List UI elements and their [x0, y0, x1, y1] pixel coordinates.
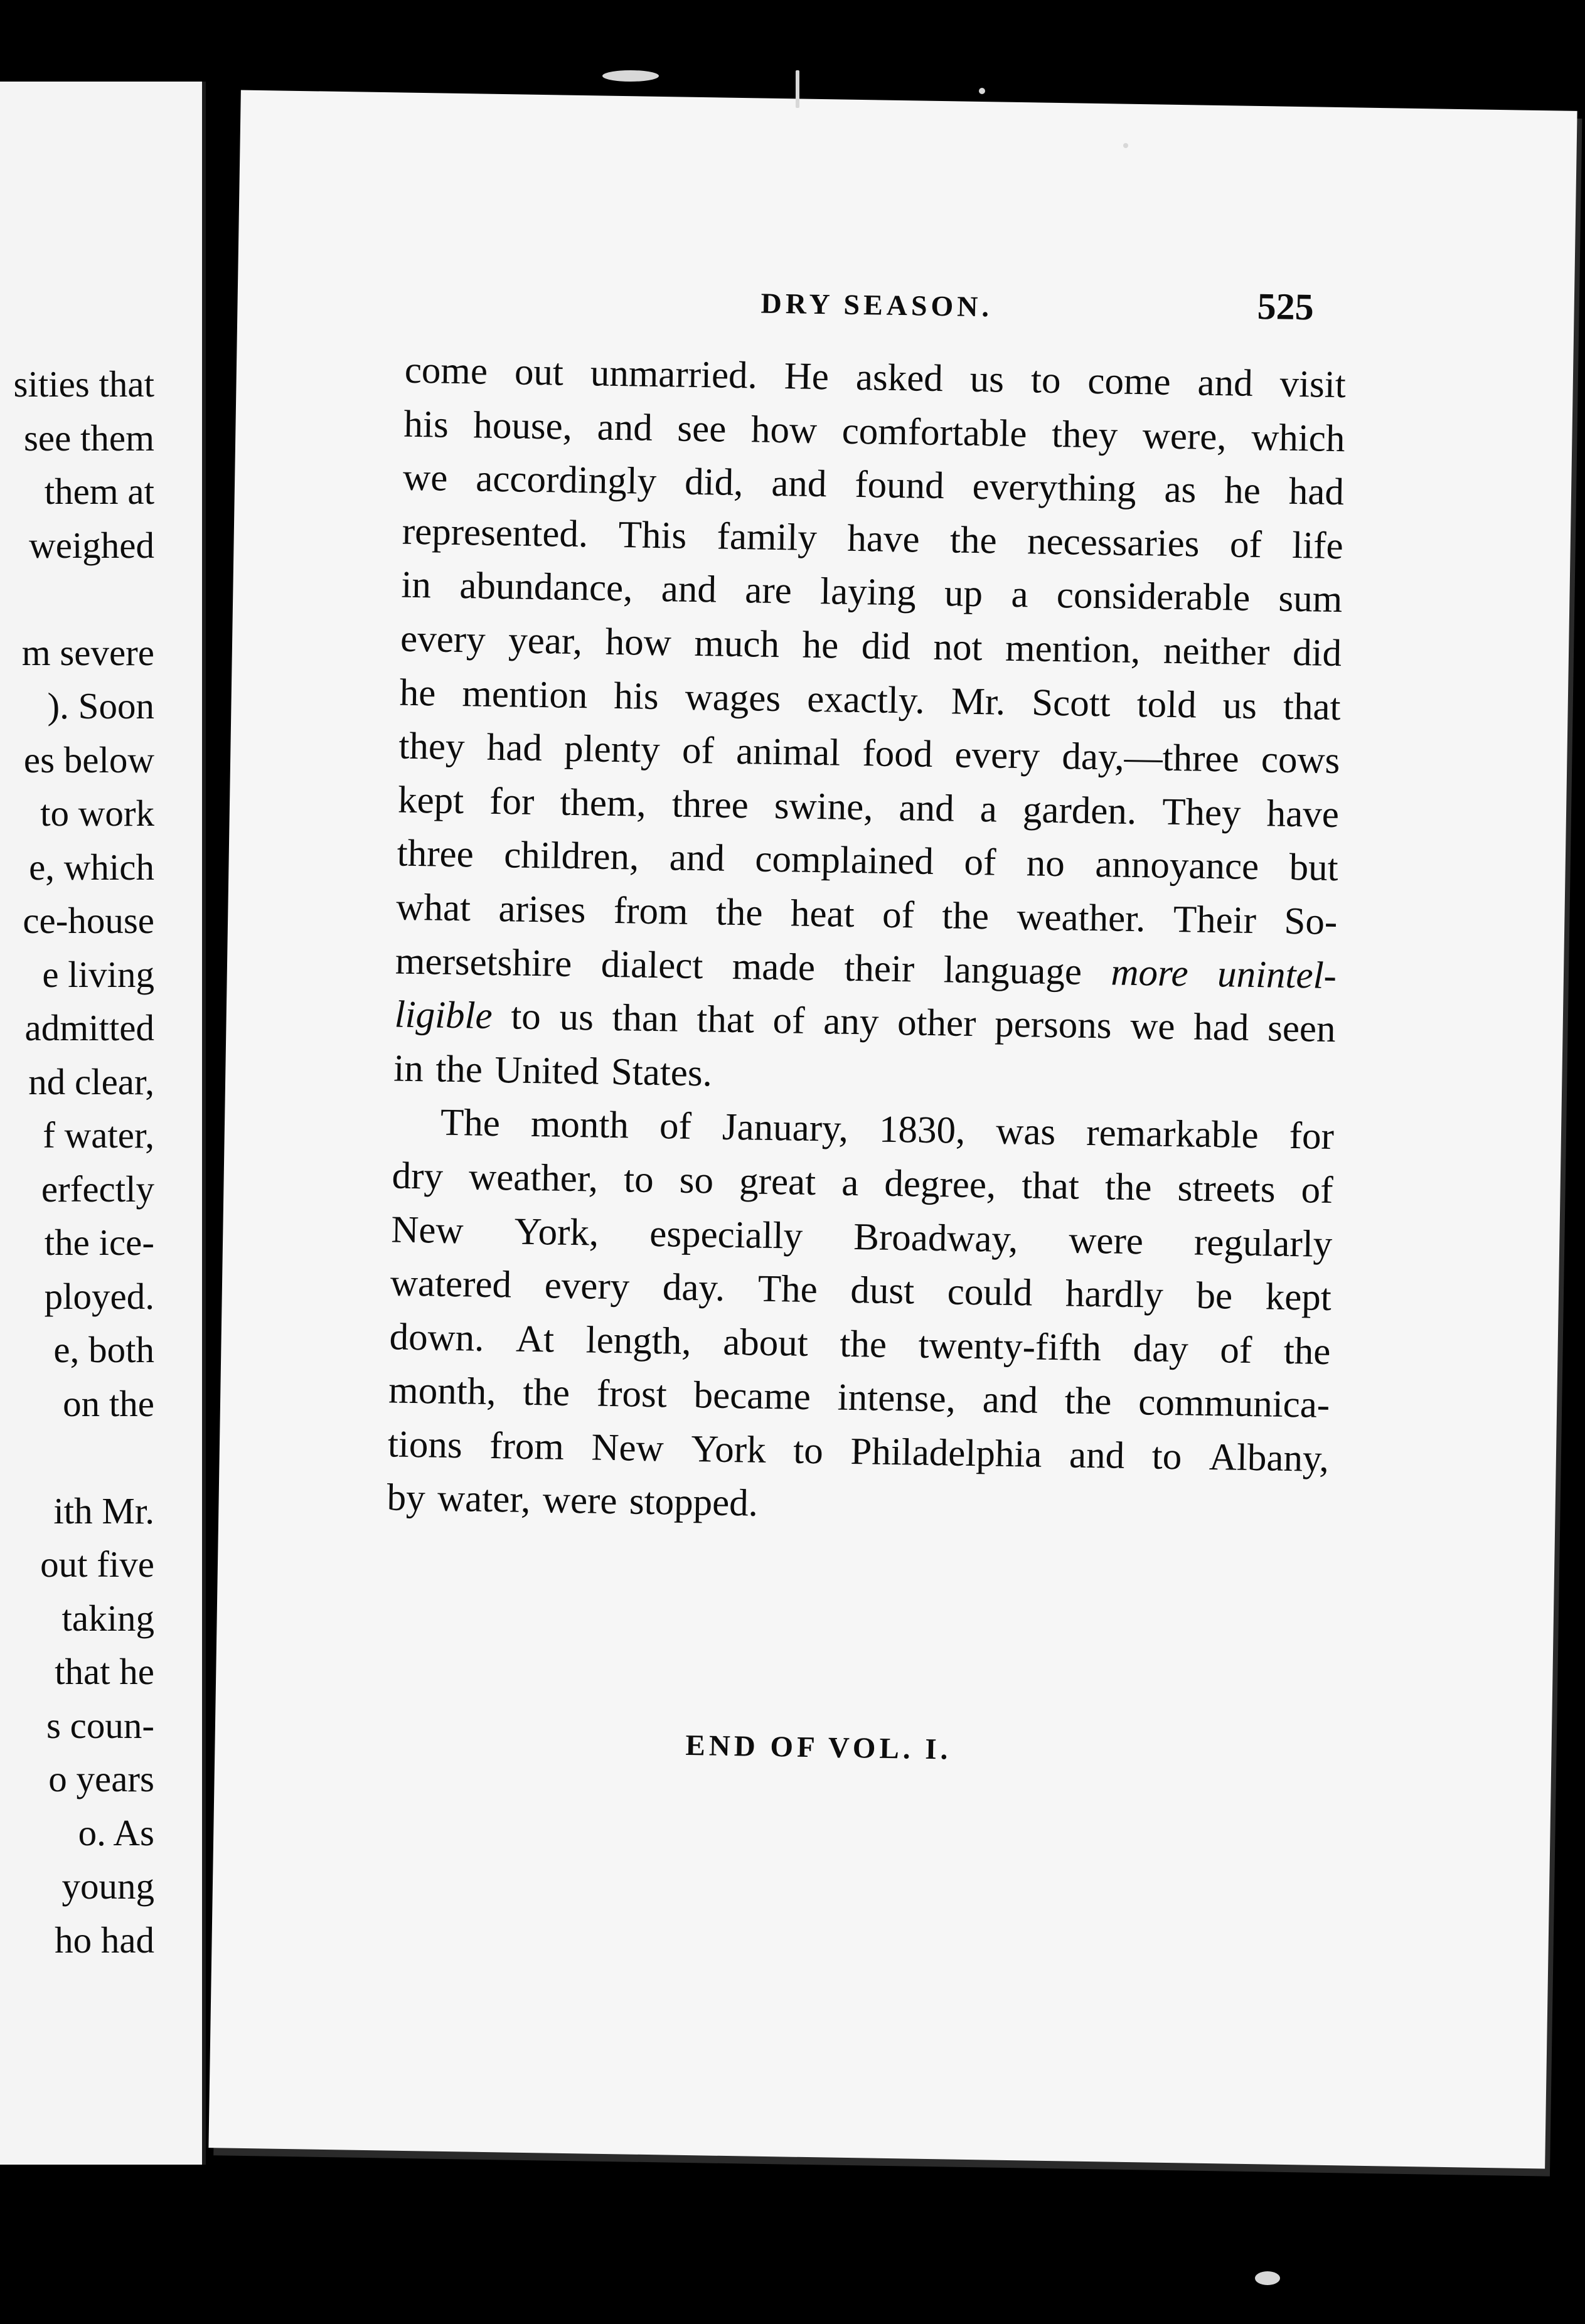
- word: day: [1133, 1327, 1189, 1371]
- word: At: [515, 1318, 555, 1361]
- word: for: [1289, 1115, 1335, 1158]
- facing-line: see them: [23, 417, 154, 459]
- word: much: [693, 622, 780, 666]
- word: come: [1087, 360, 1171, 403]
- word: the: [435, 1048, 483, 1091]
- word: a: [1010, 573, 1029, 616]
- word: dust: [850, 1269, 915, 1313]
- word: had: [1288, 470, 1345, 514]
- facing-line: them at: [44, 471, 154, 512]
- word: Scott: [1031, 681, 1111, 725]
- word: The: [757, 1267, 818, 1311]
- word: have: [1266, 792, 1340, 836]
- word: neither: [1163, 629, 1270, 674]
- word: in: [401, 563, 432, 607]
- word: three: [397, 832, 474, 876]
- word: for: [489, 780, 535, 823]
- word: arises: [498, 888, 586, 932]
- word: were,: [1142, 414, 1227, 458]
- word: necessaries: [1027, 520, 1200, 565]
- facing-line: on the: [63, 1382, 154, 1424]
- word: had: [486, 726, 543, 770]
- word: the: [839, 1323, 887, 1366]
- word: kept: [1265, 1276, 1332, 1319]
- scan-speck: [602, 70, 659, 82]
- word: food: [862, 732, 933, 776]
- page-number: 525: [1257, 285, 1315, 328]
- word: Albany,: [1209, 1436, 1330, 1480]
- word: he: [802, 624, 839, 667]
- word: and: [597, 406, 653, 449]
- word: wages: [685, 676, 781, 720]
- word: had: [1193, 1006, 1249, 1050]
- word: became: [693, 1374, 811, 1419]
- word: family: [717, 515, 818, 559]
- word: and: [1197, 361, 1254, 405]
- word: length,: [585, 1319, 692, 1363]
- word: intense,: [837, 1376, 956, 1421]
- word: life: [1291, 524, 1344, 567]
- word: unintel-: [1217, 952, 1337, 997]
- word: their: [844, 947, 915, 991]
- word: the: [522, 1372, 570, 1415]
- word: he: [399, 671, 436, 715]
- word: to: [510, 995, 542, 1038]
- facing-line: ho had: [55, 1919, 154, 1961]
- word: was: [995, 1110, 1056, 1154]
- word: how: [605, 621, 672, 664]
- word: January,: [722, 1106, 849, 1151]
- facing-line: young: [61, 1865, 154, 1907]
- page-body-text: [387, 344, 1346, 1540]
- word: every: [544, 1264, 630, 1308]
- word: cows: [1261, 738, 1340, 782]
- word: plenty: [563, 727, 661, 772]
- word: have: [846, 517, 921, 561]
- facing-line: ). Soon: [47, 685, 154, 727]
- word: more: [1111, 951, 1189, 994]
- word: language: [943, 948, 1082, 993]
- end-of-volume-mark: END OF VOL. I.: [685, 1729, 952, 1766]
- word: York,: [514, 1210, 599, 1254]
- word: tions: [387, 1423, 463, 1467]
- word: kept: [397, 779, 464, 822]
- word: no: [1026, 842, 1065, 885]
- facing-line-blank: [13, 1431, 154, 1484]
- word: unmarried.: [590, 352, 758, 397]
- word: a: [841, 1161, 859, 1205]
- running-head: DRY SEASON.: [760, 287, 993, 323]
- word: mention: [461, 672, 588, 717]
- word: and: [1069, 1434, 1125, 1477]
- facing-page-text: [13, 358, 154, 1967]
- word: told: [1136, 683, 1197, 727]
- word: regularly: [1193, 1221, 1333, 1266]
- word: United: [494, 1048, 599, 1093]
- facing-line: taking: [61, 1597, 154, 1639]
- word: any: [823, 1000, 879, 1043]
- word: did: [1292, 631, 1342, 675]
- facing-line: m severe: [21, 631, 154, 673]
- word: made: [732, 945, 816, 989]
- word: States.: [611, 1050, 713, 1095]
- facing-line: ith Mr.: [53, 1490, 154, 1532]
- word: come: [404, 349, 488, 393]
- facing-line: o years: [48, 1758, 154, 1799]
- word: month: [530, 1103, 629, 1147]
- word: the: [1104, 1166, 1153, 1209]
- scan-speck: [796, 70, 799, 108]
- word: of: [963, 841, 996, 884]
- word: streets: [1177, 1167, 1276, 1211]
- word: to: [1151, 1435, 1182, 1478]
- word: laying: [819, 570, 917, 614]
- word: of: [1219, 1328, 1252, 1372]
- word: weather.: [1016, 896, 1146, 941]
- word: considerable: [1056, 574, 1251, 620]
- word: and: [669, 836, 725, 880]
- word: from: [489, 1424, 565, 1468]
- word: we: [402, 456, 448, 499]
- word: that: [696, 998, 755, 1042]
- word: be: [1195, 1274, 1233, 1318]
- word: children,: [503, 834, 639, 878]
- facing-line: that he: [55, 1651, 154, 1692]
- word: exactly.: [806, 678, 926, 722]
- word: that: [1283, 685, 1342, 728]
- scan-speck: [1255, 2271, 1280, 2285]
- word: and: [899, 786, 955, 830]
- word: to: [623, 1158, 654, 1201]
- word: he: [1224, 469, 1261, 513]
- word: animal: [735, 730, 841, 774]
- word: which: [1251, 416, 1345, 460]
- word: see: [676, 407, 727, 450]
- facing-line: weighed: [29, 524, 154, 566]
- word: did,: [684, 461, 744, 504]
- word: out: [514, 351, 564, 394]
- word: were: [1068, 1218, 1144, 1262]
- word: abundance,: [459, 565, 633, 610]
- facing-line: erfectly: [41, 1168, 154, 1210]
- word: New: [591, 1426, 664, 1470]
- word: year,: [508, 619, 583, 663]
- facing-line-blank: [13, 572, 154, 626]
- word: mersetshire: [395, 940, 572, 985]
- word: twenty-fifth: [918, 1324, 1102, 1369]
- word: down.: [389, 1316, 485, 1360]
- word: visit: [1279, 363, 1347, 407]
- word: as: [1163, 468, 1197, 511]
- word: This: [618, 513, 687, 557]
- word: He: [784, 355, 830, 398]
- word: from: [613, 889, 689, 933]
- word: they: [1051, 413, 1118, 457]
- word: of: [882, 893, 915, 937]
- word: and: [661, 568, 717, 611]
- word: what: [395, 886, 471, 930]
- word: Mr.: [951, 680, 1006, 723]
- word: represented.: [402, 510, 589, 556]
- word: and: [982, 1378, 1038, 1422]
- word: day,—three: [1061, 735, 1240, 781]
- word: every: [954, 733, 1040, 777]
- word: of: [772, 999, 806, 1042]
- word: of: [1301, 1169, 1334, 1212]
- word: than: [612, 997, 679, 1040]
- word: especially: [649, 1212, 803, 1257]
- word: stopped.: [629, 1480, 759, 1525]
- word: his: [403, 403, 449, 446]
- word: by: [387, 1476, 426, 1520]
- word: sum: [1278, 577, 1343, 621]
- word: in: [393, 1047, 424, 1090]
- word: great: [739, 1160, 816, 1203]
- word: us: [969, 358, 1005, 401]
- word: ligible: [394, 993, 493, 1038]
- word: that: [1021, 1165, 1080, 1208]
- word: watered: [390, 1262, 512, 1306]
- word: and: [771, 462, 827, 506]
- word: 1830,: [878, 1108, 966, 1153]
- book-page: [208, 90, 1577, 2168]
- word: weather,: [468, 1156, 599, 1200]
- word: could: [947, 1271, 1033, 1314]
- word: did: [861, 625, 911, 668]
- word: annoyance: [1094, 843, 1259, 888]
- scan-speck: [979, 88, 985, 94]
- word: of: [659, 1105, 692, 1148]
- word: us: [1222, 684, 1257, 727]
- word: to: [793, 1429, 824, 1473]
- word: the: [1064, 1380, 1112, 1423]
- word: are: [744, 569, 793, 612]
- word: asked: [855, 356, 944, 400]
- word: frost: [596, 1372, 668, 1416]
- word: complained: [754, 838, 934, 883]
- word: persons: [994, 1003, 1113, 1047]
- word: hardly: [1065, 1272, 1164, 1316]
- word: not: [933, 626, 983, 669]
- word: the: [949, 519, 998, 562]
- word: accordingly: [475, 457, 657, 503]
- word: Philadelphia: [850, 1430, 1042, 1476]
- word: communica-: [1138, 1381, 1330, 1427]
- facing-line: f water,: [43, 1114, 154, 1156]
- word: everything: [972, 466, 1137, 511]
- word: found: [854, 464, 945, 508]
- word: mention,: [1005, 627, 1141, 672]
- word: the: [715, 891, 764, 934]
- word: other: [897, 1001, 976, 1045]
- facing-line: o. As: [78, 1811, 154, 1853]
- facing-line: the ice-: [44, 1222, 154, 1263]
- word: of: [1229, 523, 1262, 566]
- word: dialect: [600, 943, 703, 987]
- word: New: [390, 1208, 464, 1252]
- word: but: [1289, 846, 1339, 890]
- word: degree,: [883, 1162, 996, 1207]
- facing-line: nd clear,: [28, 1060, 154, 1102]
- word: three: [671, 783, 749, 827]
- facing-line: ce-house: [23, 900, 154, 941]
- word: his: [613, 674, 659, 718]
- word: They: [1161, 791, 1242, 834]
- word: the: [1283, 1330, 1331, 1373]
- facing-line: ployed.: [44, 1275, 154, 1317]
- word: we: [1129, 1005, 1176, 1048]
- facing-page: [0, 82, 206, 2165]
- facing-line: sities that: [13, 363, 154, 405]
- word: were: [542, 1479, 617, 1523]
- word: how: [750, 408, 818, 452]
- word: heat: [790, 892, 855, 935]
- word: Broadway,: [853, 1215, 1018, 1261]
- word: So-: [1283, 900, 1338, 944]
- word: swine,: [774, 784, 873, 829]
- word: of: [681, 729, 715, 772]
- facing-line: admitted: [24, 1007, 154, 1048]
- facing-line: e living: [42, 953, 154, 995]
- word: day.: [662, 1266, 725, 1309]
- word: to: [1030, 359, 1062, 402]
- word: they: [398, 725, 466, 769]
- word: remarkable: [1086, 1112, 1259, 1157]
- word: garden.: [1022, 788, 1137, 833]
- word: Their: [1173, 898, 1257, 942]
- word: water,: [437, 1478, 531, 1522]
- word: house,: [472, 403, 573, 448]
- facing-line: es below: [23, 738, 154, 781]
- word: seen: [1267, 1007, 1337, 1051]
- word: a: [979, 787, 998, 831]
- word: so: [679, 1159, 714, 1202]
- word: them,: [560, 781, 647, 825]
- facing-line: s coun-: [46, 1704, 154, 1746]
- word: us: [559, 996, 594, 1039]
- facing-line: e, which: [29, 846, 154, 888]
- facing-line: to work: [40, 792, 154, 834]
- facing-line: out five: [40, 1543, 154, 1585]
- word: every: [400, 617, 486, 661]
- word: The: [440, 1101, 501, 1145]
- word: comfortable: [841, 410, 1027, 455]
- word: York: [690, 1427, 767, 1471]
- word: up: [944, 572, 983, 616]
- word: the: [941, 895, 990, 938]
- facing-line: e, both: [53, 1329, 154, 1370]
- word: dry: [392, 1154, 444, 1198]
- scan-speck: [1123, 143, 1128, 148]
- word: month,: [388, 1369, 497, 1414]
- word: about: [722, 1321, 809, 1365]
